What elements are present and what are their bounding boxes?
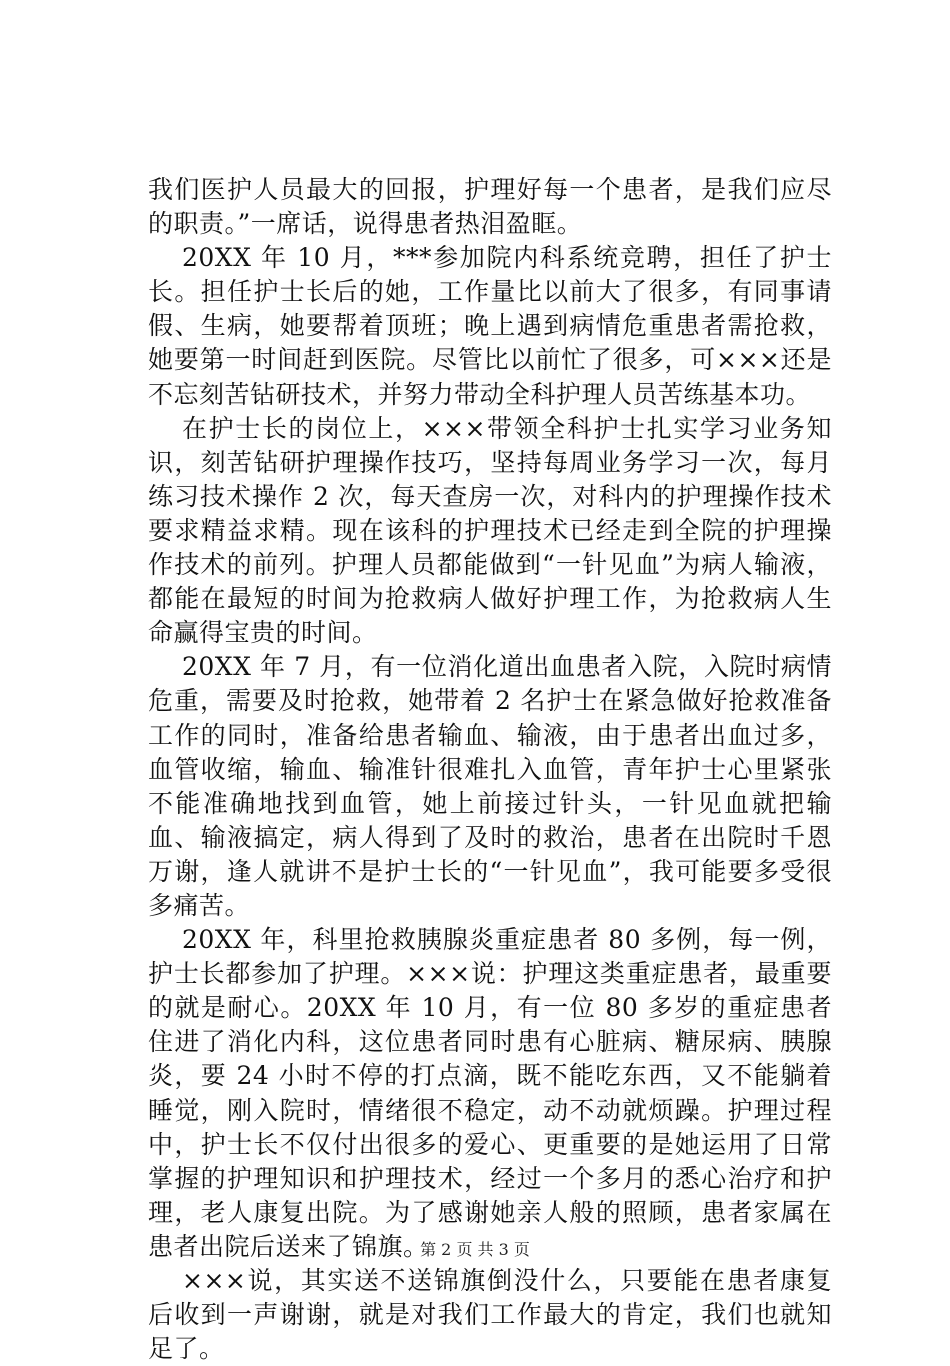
paragraph-4: 20XX 年 7 月，有一位消化道出血患者入院，入院时病情危重，需要及时抢救，她带着 2 名护士在紧急做好抢救准备工作的同时，准备给患者输血、输液，由于患者出血过多，血管收缩，输血、输准针很难扎入血管，青年护士心里紧张不能准确地找到血管，她上前接过针头，一针见血就把输血、输液搞定，病人得到了及时的救治，患者在出院时千恩万谢，逢人就讲不是护士长的“一针见血”，我可能要多受很多痛苦。 [148,652,832,920]
body-text [148,173,832,1366]
paragraph-2: 20XX 年 10 月，***参加院内科系统竞聘，担任了护士长。担任护士长后的她，工作量比以前大了很多，有同事请假、生病，她要帮着顶班；晚上遇到病情危重患者需抢救，她要第一时间赶到医院。尽管比以前忙了很多，可×××还是不忘刻苦钻研技术，并努力带动全科护理人员苦练基本功。 [148,243,832,409]
paragraph-6: ×××说，其实送不送锦旗倒没什么，只要能在患者康复后收到一声谢谢，就是对我们工作最大的肯定，我们也就知足了。 [148,1266,832,1364]
paragraph-5: 20XX 年，科里抢救胰腺炎重症患者 80 多例，每一例，护士长都参加了护理。×××说：护理这类重症患者，最重要的就是耐心。20XX 年 10 月，有一位 80 多岁的重症患者住进了消化内科，这位患者同时患有心脏病、糖尿病、胰腺炎，要 24 小时不停的打点滴，既不能吃东西，又不能躺着睡觉，刚入院时，情绪很不稳定，动不动就烦躁。护理过程中，护士长不仅付出很多的爱心、更重要的是她运用了日常掌握的护理知识和护理技术，经过一个多月的悉心治疗和护理，老人康复出院。为了感谢她亲人般的照顾，患者家属在患者出院后送来了锦旗。 [148,925,832,1261]
page-footer: 第 2 页 共 3 页 [420,1240,530,1259]
paragraph-1: 我们医护人员最大的回报，护理好每一个患者，是我们应尽的职责。”一席话，说得患者热泪盈眶。 [148,175,832,239]
paragraph-3: 在护士长的岗位上，×××带领全科护士扎实学习业务知识，刻苦钻研护理操作技巧，坚持每周业务学习一次，每月练习技术操作 2 次，每天查房一次，对科内的护理操作技术要求精益求精。现在该科的护理技术已经走到全院的护理操作技术的前列。护理人员都能做到“一针见血”为病人输液，都能在最短的时间为抢救病人做好护理工作，为抢救病人生命赢得宝贵的时间。 [148,413,832,648]
